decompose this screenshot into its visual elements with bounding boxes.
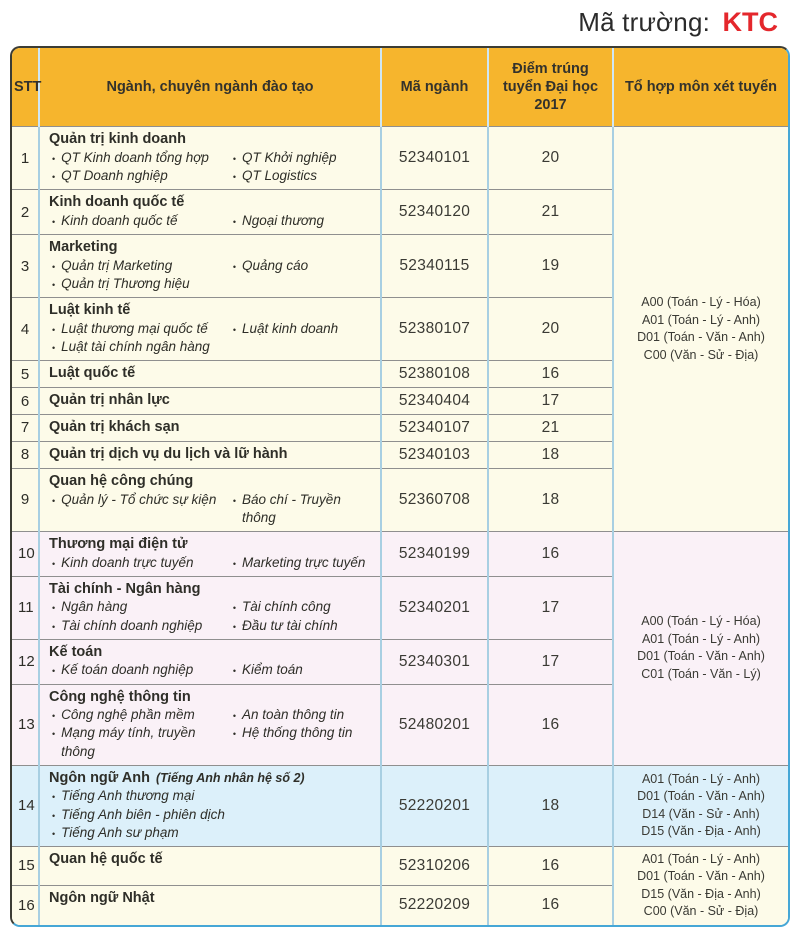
major-note: (Tiếng Anh nhân hệ số 2) [155,770,305,785]
specialization-item [49,661,230,679]
major-name: Kinh doanh quốc tế [49,194,185,211]
admission-score: 17 [488,576,613,639]
specialization-label: Mạng máy tính, truyền thông [61,725,196,759]
major-name: Thương mại điện tử [49,535,188,552]
major-code: 52340199 [381,531,488,576]
major-code: 52480201 [381,684,488,765]
specialization-item [49,167,230,185]
specialization-label: Quảng cáo [242,258,309,274]
specializations-right-column [230,257,372,293]
major-name-line [49,301,372,320]
table-header [12,48,788,127]
specialization-item [49,554,230,572]
subject-combination-cell [613,531,788,765]
specialization-item [230,212,372,230]
major-name: Quản trị nhân lực [49,392,170,409]
major-name-line [49,238,372,257]
major-code: 52340115 [381,235,488,298]
major-specializations [49,257,372,293]
specialization-item [49,598,230,616]
bullet-icon: • [232,262,237,273]
specialization-label: Ngân hàng [61,599,128,615]
specializations-left-column [49,706,230,760]
bullet-icon: • [52,621,56,632]
admission-score: 16 [488,684,613,765]
specialization-label: Quản trị Thương hiệu [61,276,190,292]
specialization-label: Kế toán doanh nghiệp [61,662,194,678]
bullet-icon: • [232,217,237,228]
specialization-label: Quản trị Marketing [61,258,173,274]
major-cell [39,684,381,765]
bullet-icon: • [52,792,56,803]
major-code: 52220201 [381,765,488,846]
major-cell [39,190,381,235]
specialization-item [230,706,372,724]
subject-combination-line: C00 (Văn - Sử - Địa) [643,904,759,919]
major-name: Luật quốc tế [49,365,136,382]
subject-combination-line: A00 (Toán - Lý - Hóa) [641,614,761,629]
table-row [12,765,788,846]
specialization-item [49,320,230,338]
bullet-icon: • [232,666,237,677]
major-name: Quan hệ công chúng [49,472,194,489]
admission-score: 16 [488,531,613,576]
row-number: 5 [12,361,39,388]
row-number: 10 [12,531,39,576]
school-code-label: Mã trường: [578,7,711,37]
bullet-icon: • [52,154,56,165]
subject-combination-line: C00 (Văn - Sử - Địa) [643,347,759,362]
row-number: 11 [12,576,39,639]
major-name: Quản trị dịch vụ du lịch và lữ hành [49,445,288,462]
specialization-label: Quản lý - Tổ chức sự kiện [61,491,217,507]
bullet-icon: • [232,558,237,569]
specialization-item [49,806,230,824]
table-row [12,531,788,576]
col-header-to-hop: Tổ hợp môn xét tuyển [613,48,788,127]
specialization-item [49,257,230,275]
major-name-line [49,472,372,491]
admission-score: 17 [488,388,613,415]
specializations-right-column [230,212,372,230]
col-header-nganh: Ngành, chuyên ngành đào tạo [39,48,381,127]
admission-score: 21 [488,414,613,441]
header-row [12,48,788,127]
specialization-label: Tài chính doanh nghiệp [61,617,203,633]
subject-combination-line: A01 (Toán - Lý - Anh) [641,771,761,786]
major-code: 52360708 [381,468,488,531]
admission-score: 19 [488,235,613,298]
major-name-line [49,535,372,554]
bullet-icon: • [232,621,237,632]
major-name: Ngôn ngữ Nhật [49,890,155,907]
row-number: 4 [12,298,39,361]
major-specializations [49,598,372,634]
major-specializations [49,554,372,572]
major-name-line [49,130,372,149]
specialization-label: Công nghệ phần mềm [61,707,195,723]
major-name-line [49,889,372,908]
subject-combination-line: D14 (Văn - Sử - Anh) [642,806,760,821]
specialization-item [230,661,372,679]
bullet-icon: • [52,343,56,354]
major-name-line [49,643,372,662]
row-number: 3 [12,235,39,298]
bullet-icon: • [52,495,56,506]
subject-combination-line: A01 (Toán - Lý - Anh) [641,631,761,646]
specialization-label: Tiếng Anh biên - phiên dịch [61,806,225,822]
specialization-item [230,149,372,167]
subject-combination-line: D01 (Toán - Văn - Anh) [637,330,765,345]
specialization-label: Đầu tư tài chính [242,617,338,633]
subject-combination-line: A01 (Toán - Lý - Anh) [641,312,761,327]
school-code-value: KTC [722,7,778,37]
specializations-left-column [49,661,230,679]
major-cell [39,468,381,531]
major-cell [39,441,381,468]
table-row [12,846,788,886]
specialization-label: Ngoại thương [242,213,325,229]
row-number: 8 [12,441,39,468]
subject-combination-line: D15 (Văn - Địa - Anh) [641,824,761,839]
bullet-icon: • [232,325,237,336]
bullet-icon: • [52,810,56,821]
specializations-right-column [230,787,372,841]
major-specializations [49,706,372,760]
row-number: 2 [12,190,39,235]
row-number: 1 [12,127,39,190]
subject-combination-line: D01 (Toán - Văn - Anh) [637,869,765,884]
subject-combination-cell [613,127,788,531]
major-cell [39,414,381,441]
bullet-icon: • [52,711,56,722]
row-number: 13 [12,684,39,765]
subject-combination-line: D01 (Toán - Văn - Anh) [637,789,765,804]
specialization-item [49,149,230,167]
major-cell [39,361,381,388]
major-code: 52340107 [381,414,488,441]
major-name: Ngôn ngữ Anh [49,769,150,786]
admission-table-container [10,46,790,927]
specialization-label: QT Doanh nghiệp [61,168,168,184]
specializations-right-column [230,598,372,634]
admission-score: 18 [488,765,613,846]
major-cell [39,846,381,886]
major-name: Tài chính - Ngân hàng [49,580,201,597]
admission-score: 20 [488,298,613,361]
table-row [12,127,788,190]
major-name-line [49,445,372,464]
specialization-label: Tiếng Anh thương mại [61,788,195,804]
major-name: Luật kinh tế [49,302,131,319]
subject-combination-line: C01 (Toán - Văn - Lý) [641,666,761,681]
specialization-label: Marketing trực tuyến [242,554,366,570]
specialization-item [49,338,230,356]
major-cell [39,235,381,298]
admission-score: 20 [488,127,613,190]
specialization-label: QT Khởi nghiệp [242,150,337,166]
bullet-icon: • [52,558,56,569]
bullet-icon: • [52,666,56,677]
specializations-right-column [230,554,372,572]
major-name-line [49,769,372,788]
major-specializations [49,320,372,356]
admission-table [12,48,788,925]
subject-combination-line: D01 (Toán - Văn - Anh) [637,649,765,664]
specialization-label: Báo chí - Truyền thông [242,491,341,525]
major-code: 52340103 [381,441,488,468]
bullet-icon: • [52,603,56,614]
major-name-line [49,193,372,212]
specialization-item [230,167,372,185]
major-cell [39,298,381,361]
specializations-left-column [49,598,230,634]
specialization-item [230,257,372,275]
major-name: Quản trị khách sạn [49,418,180,435]
specialization-item [49,491,230,509]
row-number: 14 [12,765,39,846]
major-cell [39,639,381,684]
major-code: 52340101 [381,127,488,190]
major-specializations [49,787,372,841]
row-number: 6 [12,388,39,415]
admission-score: 16 [488,846,613,886]
bullet-icon: • [232,729,237,740]
specialization-item [49,275,230,293]
specialization-label: An toàn thông tin [242,707,345,723]
major-name-line [49,364,372,383]
major-code: 52380107 [381,298,488,361]
bullet-icon: • [52,828,56,839]
admission-score: 16 [488,361,613,388]
admission-score: 17 [488,639,613,684]
specialization-label: Kinh doanh trực tuyến [61,554,194,570]
bullet-icon: • [232,154,237,165]
specializations-right-column [230,491,372,527]
bullet-icon: • [52,262,56,273]
major-name: Quan hệ quốc tế [49,850,163,867]
col-header-stt: STT [12,48,39,127]
major-name-line [49,418,372,437]
row-number: 12 [12,639,39,684]
row-number: 7 [12,414,39,441]
bullet-icon: • [52,325,56,336]
specializations-right-column [230,149,372,185]
specialization-label: Kiểm toán [242,662,303,678]
specialization-item [49,787,230,805]
admission-score: 18 [488,468,613,531]
admission-score: 21 [488,190,613,235]
specialization-item [49,617,230,635]
major-code: 52340120 [381,190,488,235]
admission-score: 18 [488,441,613,468]
col-header-ma-nganh: Mã ngành [381,48,488,127]
specializations-left-column [49,149,230,185]
major-name-line [49,391,372,410]
specialization-label: Tiếng Anh sư phạm [61,824,179,840]
specialization-item [49,724,230,760]
major-cell [39,531,381,576]
major-cell [39,388,381,415]
major-cell [39,886,381,925]
specializations-right-column [230,706,372,760]
major-name: Marketing [49,239,118,256]
major-specializations [49,491,372,527]
specializations-left-column [49,320,230,356]
specializations-right-column [230,661,372,679]
specializations-left-column [49,257,230,293]
row-number: 15 [12,846,39,886]
specializations-left-column [49,491,230,527]
bullet-icon: • [52,280,56,291]
specialization-item [230,617,372,635]
subject-combination-line: A01 (Toán - Lý - Anh) [641,851,761,866]
specializations-left-column [49,212,230,230]
bullet-icon: • [232,603,237,614]
row-number: 9 [12,468,39,531]
specializations-left-column [49,787,230,841]
major-cell [39,765,381,846]
row-number: 16 [12,886,39,925]
major-specializations [49,149,372,185]
major-specializations [49,212,372,230]
major-cell [39,127,381,190]
specialization-item [49,706,230,724]
major-name-line [49,688,372,707]
specialization-item [49,212,230,230]
admission-score: 16 [488,886,613,925]
bullet-icon: • [232,711,237,722]
specialization-item [230,491,372,527]
major-code: 52380108 [381,361,488,388]
bullet-icon: • [52,729,56,740]
specialization-item [230,724,372,742]
specialization-label: Hệ thống thông tin [242,725,353,741]
major-name-line [49,850,372,869]
col-header-diem: Điểm trúng tuyển Đại học 2017 [488,48,613,127]
bullet-icon: • [232,172,237,183]
major-code: 52340301 [381,639,488,684]
major-cell [39,576,381,639]
subject-combination-line: A00 (Toán - Lý - Hóa) [641,295,761,310]
subject-combination-cell [613,846,788,925]
specialization-label: Tài chính công [242,599,331,615]
page-title [0,0,790,46]
specialization-item [230,554,372,572]
bullet-icon: • [52,172,56,183]
major-code: 52220209 [381,886,488,925]
specialization-item [230,598,372,616]
specialization-label: Luật kinh doanh [242,321,339,337]
specialization-label: Kinh doanh quốc tế [61,213,178,229]
table-body [12,127,788,925]
specialization-label: QT Logistics [242,168,318,184]
specialization-item [49,824,230,842]
subject-combination-line: D15 (Văn - Địa - Anh) [641,886,761,901]
major-specializations [49,661,372,679]
specialization-label: Luật tài chính ngân hàng [61,339,210,355]
subject-combination-cell [613,765,788,846]
specializations-right-column [230,320,372,356]
specialization-label: Luật thương mại quốc tế [61,321,208,337]
major-name-line [49,580,372,599]
bullet-icon: • [52,217,56,228]
major-code: 52340201 [381,576,488,639]
specializations-left-column [49,554,230,572]
major-name: Công nghệ thông tin [49,688,191,705]
specialization-item [230,320,372,338]
bullet-icon: • [232,495,237,506]
specialization-label: QT Kinh doanh tổng hợp [61,150,209,166]
major-code: 52340404 [381,388,488,415]
major-name: Kế toán [49,643,103,660]
major-name: Quản trị kinh doanh [49,131,186,148]
major-code: 52310206 [381,846,488,886]
